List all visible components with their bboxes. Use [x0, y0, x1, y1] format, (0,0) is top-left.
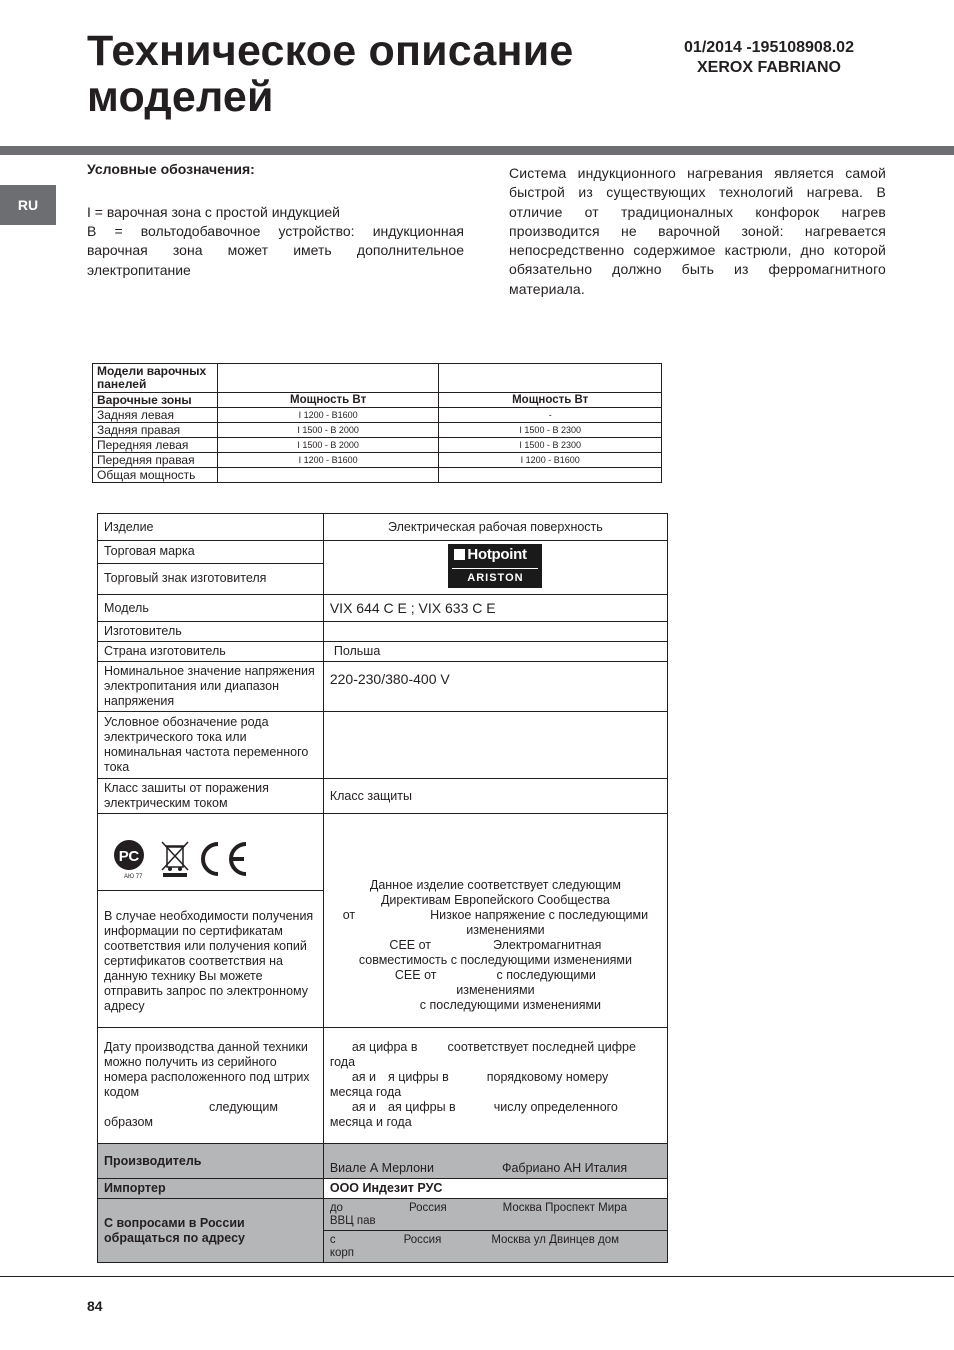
table-row: [98, 595, 668, 622]
directives-line: CEE от Электромагнитная: [389, 938, 602, 952]
trademark-label: Торговый знак изготовителя: [98, 563, 324, 595]
zone-power-1: I 1500 - B 2000: [217, 423, 439, 438]
page-title-line2: моделей: [87, 73, 274, 121]
voltage-value: 220-230/380-400 V: [323, 662, 667, 712]
table-row: [98, 814, 668, 891]
page-title: [87, 28, 647, 120]
current-value: [323, 712, 667, 779]
directives-line: Директивам Европейского Сообщества: [380, 893, 610, 907]
spec-table: [97, 513, 668, 1263]
directives-line: совместимость с последующими изменениями: [358, 953, 632, 967]
table-row: [93, 423, 662, 438]
contact-address-2: с Россия Москва ул Двинцев дом корп: [323, 1231, 667, 1263]
power-col1-header: Мощность Вт: [217, 393, 439, 408]
manufacturer-value: [323, 1144, 667, 1179]
product-label: Изделие: [98, 514, 324, 541]
zone-power-1: I 1200 - B1600: [217, 453, 439, 468]
zone-power-2: I 1500 - B 2300: [439, 438, 662, 453]
directives-line: изменениями: [466, 923, 545, 937]
models-label: Модели варочных панелей: [93, 364, 218, 393]
manufacturer-address: Виале А Мерлони: [329, 1161, 434, 1175]
page-title-line1: Техническое описание: [87, 27, 574, 75]
table-row: [98, 1144, 668, 1179]
rst-mark-icon: [112, 837, 154, 881]
language-tab: RU: [0, 185, 56, 225]
model-col2-cell: [439, 364, 662, 393]
date-rule-line: месяца и года: [329, 1115, 412, 1129]
zone-label: Передняя правая: [93, 453, 218, 468]
zones-table: [92, 363, 662, 483]
logo-hotpoint: Hotpoint: [454, 547, 526, 562]
maker-value: [323, 622, 667, 642]
table-row: [93, 453, 662, 468]
date-label: Дату производства данной техники можно получить из серийного номера расположенного под штрих кодом: [104, 1040, 310, 1099]
contact-address-1: до Россия Москва Проспект Мира ВВЦ пав: [323, 1199, 667, 1231]
date-rule-line: года: [329, 1055, 356, 1069]
doc-code: 01/2014 -195108908.02: [684, 39, 854, 56]
table-row: [93, 438, 662, 453]
date-rule-line: ая и я цифры в порядковому номеру: [351, 1070, 609, 1084]
brand-logo-cell: [323, 541, 667, 595]
directives-line: Данное изделие соответствует следующим: [369, 878, 621, 892]
date-label-cell: [98, 1028, 324, 1144]
table-row: [98, 642, 668, 662]
zones-models-row: [93, 364, 662, 393]
ce-mark-icon: [196, 838, 252, 880]
date-rule-line: ая цифра в соответствует последней цифре: [351, 1040, 636, 1054]
model-col1-cell: [217, 364, 439, 393]
product-value: Электрическая рабочая поверхность: [323, 514, 667, 541]
table-row: [98, 1179, 668, 1199]
certification-marks: [98, 814, 323, 890]
protection-value: Класс защиты: [323, 779, 667, 814]
model-label: Модель: [98, 595, 324, 622]
hotpoint-ariston-logo: [448, 544, 542, 588]
legend-heading: Условные обозначения:: [87, 161, 255, 177]
table-row: [98, 541, 668, 564]
zone-label: Задняя правая: [93, 423, 218, 438]
footer-divider: [0, 1276, 954, 1277]
table-row: [98, 779, 668, 814]
directives-line: с последующими изменениями: [419, 998, 602, 1012]
directives-line: изменениями: [456, 983, 535, 997]
power-col2-header: Мощность Вт: [439, 393, 662, 408]
brand-label: Торговая марка: [98, 541, 324, 564]
table-row: [98, 1028, 668, 1144]
legend-text: [87, 203, 464, 280]
model-value: VIX 644 C E ; VIX 633 C E: [323, 595, 667, 622]
importer-label: Импортер: [98, 1179, 324, 1199]
doc-printer: XEROX FABRIANO: [696, 59, 841, 76]
legend-line-b: B = вольтодобавочное устройство: индукционная варочная зона может иметь дополнительное электропитание: [87, 223, 464, 278]
zone-label: Общая мощность: [93, 468, 218, 483]
current-label: Условное обозначение рода электрического тока или номинальная частота переменного тока: [98, 712, 324, 779]
legend-line-i: I = варочная зона с простой индукцией: [87, 204, 340, 220]
zones-header-row: [93, 393, 662, 408]
svg-text:РС: РС: [118, 848, 140, 865]
directives-line: от Низкое напряжение с последующими: [342, 908, 649, 922]
doc-id: [660, 38, 878, 78]
table-row: [98, 662, 668, 712]
zones-label: Варочные зоны: [93, 393, 218, 408]
date-rule-line: ая и ая цифры в числу определенного: [351, 1100, 618, 1114]
zone-label: Задняя левая: [93, 408, 218, 423]
marks-cell: [98, 814, 324, 891]
zone-power-2: [439, 468, 662, 483]
date-label-2: следующим: [209, 1100, 279, 1114]
importer-value: ООО Индезит РУС: [323, 1179, 667, 1199]
table-row: [93, 408, 662, 423]
directives-line: CEE от с последующими: [394, 968, 596, 982]
header-divider: [0, 146, 954, 155]
maker-label: Изготовитель: [98, 622, 324, 642]
zone-power-2: -: [439, 408, 662, 423]
table-row: [98, 514, 668, 541]
manufacturer-city: Фабриано АН Италия: [501, 1161, 628, 1175]
table-row: [98, 712, 668, 779]
page-number: 84: [87, 1298, 103, 1314]
date-rules-cell: [323, 1028, 667, 1144]
zone-power-1: I 1500 - B 2000: [217, 438, 439, 453]
country-label: Страна изготовитель: [98, 642, 324, 662]
table-row: [98, 1199, 668, 1231]
date-rule-line: месяца года: [329, 1085, 402, 1099]
zone-power-2: I 1500 - B 2300: [439, 423, 662, 438]
zone-power-2: I 1200 - B1600: [439, 453, 662, 468]
svg-text:АЮ 77: АЮ 77: [124, 874, 143, 880]
date-label-3: образом: [104, 1115, 154, 1129]
weee-bin-icon: [160, 839, 190, 879]
voltage-label: Номинальное значение напряжения электропитания или диапазон напряжения: [98, 662, 324, 712]
manufacturer-label: Производитель: [98, 1144, 324, 1179]
protection-label: Класс зашиты от поражения электрическим током: [98, 779, 324, 814]
zone-label: Передняя левая: [93, 438, 218, 453]
country-value: Польша: [323, 642, 667, 662]
table-row: [93, 468, 662, 483]
zone-power-1: [217, 468, 439, 483]
cert-info-text: В случае необходимости получения информации по сертификатам соответствия или получения копий сертификатов соответствия на данную технику Вы можете отправить запрос по электронному адресу: [98, 891, 324, 1028]
intro-text: Система индукционного нагревания является самой быстрой из существующих технологий нагрева. В отличие от традиционалных конфорок нагрев производится не варочной зоной: нагревается непосредственно содержимое кастрюли, дно которой обязательно должно быть из ферромагнитного материала.: [509, 165, 886, 297]
table-row: [98, 622, 668, 642]
directives-cell: [323, 814, 667, 1028]
contact-label: С вопросами в России обращаться по адресу: [98, 1199, 324, 1263]
logo-ariston: ARISTON: [467, 572, 524, 584]
zone-power-1: I 1200 - B1600: [217, 408, 439, 423]
